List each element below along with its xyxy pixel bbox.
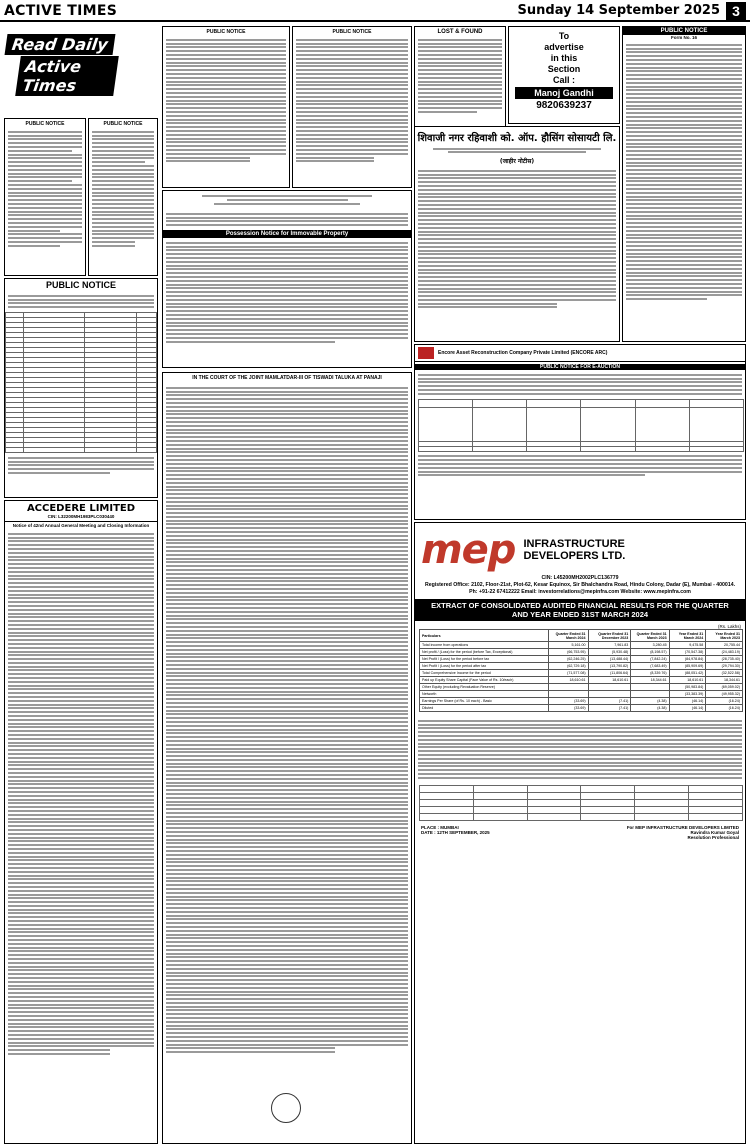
table-cell: 18,344.61 xyxy=(631,677,669,684)
encore-auction-table xyxy=(418,399,744,452)
table-cell: (29,794.30) xyxy=(706,663,743,670)
advertise-box xyxy=(508,26,620,124)
court-notice xyxy=(162,372,412,1144)
table-cell: (50,983.84) xyxy=(669,684,706,691)
mep-title: EXTRACT OF CONSOLIDATED AUDITED FINANCIAL RESULTS FOR THE QUARTER AND YEAR ENDED 31ST MARCH 2024 xyxy=(415,599,745,621)
table-cell: 18,610.61 xyxy=(669,677,706,684)
advertise-line-3: in this xyxy=(550,53,578,63)
table-cell: Other Equity (excluding Revaluation Reserve) xyxy=(420,684,549,691)
read-daily-logo xyxy=(4,26,116,116)
table-cell: (66,753.95) xyxy=(549,649,588,656)
issue-date: Sunday 14 September 2025 xyxy=(517,3,720,18)
possession-notice-title: Possession Notice for Immovable Property xyxy=(163,230,411,238)
mep-place: PLACE : MUMBAI xyxy=(421,824,459,830)
mep-footer-role: Resolution Professional xyxy=(687,834,739,840)
table-cell: 18,344.61 xyxy=(706,677,743,684)
table-cell: (16.24) xyxy=(706,698,743,705)
mep-cin: CIN: L45200MH2002PLC136779 xyxy=(541,575,619,581)
table-cell xyxy=(588,684,631,691)
logo-line-1: Read Daily xyxy=(5,34,116,55)
table-cell xyxy=(631,691,669,698)
table-cell: Net Profit / (Loss) for the period before tax xyxy=(420,656,549,663)
public-notice-4: PUBLIC NOTICE xyxy=(292,26,412,188)
table-cell: 18,610.61 xyxy=(549,677,588,684)
society-name: शिवाजी नगर रहिवाशी को. ऑप. हौसिंग सोसायटी लि. xyxy=(417,133,617,144)
mep-footer-name: Ravindra Kumar Goyal xyxy=(690,829,739,835)
mep-unit: (Rs. Lakhs) xyxy=(717,624,741,629)
table-cell: (7.41) xyxy=(588,698,631,705)
society-notice-title: (जाहीर नोटीस) xyxy=(499,158,535,165)
mep-results-table xyxy=(419,629,743,712)
mep-secondary-table xyxy=(419,785,743,821)
table-cell: (7,683.49) xyxy=(631,663,669,670)
mep-col-header: Particulars xyxy=(420,630,549,642)
lost-found-notice xyxy=(414,26,506,136)
encore-notice-title: PUBLIC NOTICE FOR E-AUCTION xyxy=(415,364,745,370)
table-cell: Earnings Per Share (of Rs. 10 each) - Basic xyxy=(420,698,549,705)
table-cell: (4.38) xyxy=(631,705,669,712)
table-cell: Paid up Equity Share Capital (Face Value of Rs. 10/each) xyxy=(420,677,549,684)
flat-table xyxy=(5,312,157,453)
mep-financial-results xyxy=(414,522,746,1144)
advertise-contact-name: Manoj Gandhi xyxy=(515,87,613,99)
table-cell: (28,735.40) xyxy=(706,656,743,663)
table-cell xyxy=(549,684,588,691)
table-cell: (13,790.82) xyxy=(588,663,631,670)
table-cell: (4.38) xyxy=(631,698,669,705)
form-16-notice: PUBLIC NOTICE Form No. 16 xyxy=(622,26,746,342)
table-cell: (62,729.18) xyxy=(549,663,588,670)
advertise-line-1: To xyxy=(558,31,570,41)
special-recovery-notice xyxy=(162,190,412,368)
accedere-cin: CIN: L32200MH1983PLC030440 xyxy=(47,514,115,519)
masthead xyxy=(0,0,750,22)
table-cell: (85,909.69) xyxy=(669,663,706,670)
mep-office: Registered Office: 2102, Floor-21st, Plot-62, Kesar Equinox, Sir Bhalchandra Road, Hindu Colony, Dadar (E), Mumbai - 400014. xyxy=(424,582,736,588)
table-cell: (88,051.42) xyxy=(669,670,706,677)
accedere-notice xyxy=(4,500,158,1144)
advertise-phone[interactable]: 9820639237 xyxy=(536,100,592,111)
table-cell xyxy=(631,684,669,691)
public-notice-2: PUBLIC NOTICE xyxy=(88,118,158,276)
table-cell: Net profit / (Loss) for the period (before Tax, Exceptional) xyxy=(420,649,549,656)
advertise-line-5: Call : xyxy=(552,75,575,85)
mep-tag-1: INFRASTRUCTURE xyxy=(523,538,625,550)
table-row xyxy=(420,677,743,684)
advertise-line-4: Section xyxy=(547,64,581,74)
mep-col-header: Year Ended 31 March 2024 xyxy=(669,630,706,642)
mep-col-header: Quarter Ended 31 December 2023 xyxy=(588,630,631,642)
encore-logo-icon xyxy=(418,347,434,359)
table-cell: (33.69) xyxy=(549,698,588,705)
table-cell: (33.69) xyxy=(549,705,588,712)
table-cell: (71,577.08) xyxy=(549,670,588,677)
table-cell: (46.14) xyxy=(669,698,706,705)
table-row xyxy=(420,649,743,656)
advertise-line-2: advertise xyxy=(544,42,584,52)
table-cell: Total income from operations xyxy=(420,642,549,649)
table-cell: (33,383.39) xyxy=(669,691,706,698)
newspaper-name: ACTIVE TIMES xyxy=(4,3,118,19)
mep-col-header: Year Ended 31 March 2023 xyxy=(706,630,743,642)
mep-logo: mep xyxy=(421,527,516,573)
mep-date: DATE : 12TH SEPTEMBER, 2025 xyxy=(421,829,490,835)
table-row xyxy=(420,663,743,670)
public-notice-table: PUBLIC NOTICE xyxy=(4,278,158,498)
encore-arc-notice xyxy=(414,344,746,520)
table-cell: (49,955.32) xyxy=(706,691,743,698)
table-cell: 3,280.45 xyxy=(631,642,669,649)
encore-name: Encore Asset Reconstruction Company Private Limited (ENCORE ARC) xyxy=(438,350,608,356)
table-cell: (84,978.84) xyxy=(669,656,706,663)
table-cell: (7.41) xyxy=(588,705,631,712)
mep-footer-for: For MEP INFRASTRUCTURE DEVELOPERS LIMITED xyxy=(626,824,739,830)
table-cell xyxy=(549,691,588,698)
court-notice-title: IN THE COURT OF THE JOINT MAMLATDAR-III OF TISWADI TALUKA AT PANAJI xyxy=(192,375,382,381)
table-cell: Total Comprehensive Income for the period xyxy=(420,670,549,677)
table-cell: (46.14) xyxy=(669,705,706,712)
table-cell xyxy=(588,691,631,698)
mep-col-header: Quarter Ended 31 March 2024 xyxy=(549,630,588,642)
table-cell: 7,961.83 xyxy=(588,642,631,649)
table-cell: (8,339.76) xyxy=(631,670,669,677)
mep-tag-2: DEVELOPERS LTD. xyxy=(523,550,626,562)
page-number: 3 xyxy=(726,2,746,20)
table-row xyxy=(420,670,743,677)
table-cell: (70,547.38) xyxy=(669,649,706,656)
table-cell: (16.24) xyxy=(706,705,743,712)
table-cell: (32,522.58) xyxy=(706,670,743,677)
table-row xyxy=(420,684,743,691)
table-cell: (5,930.48) xyxy=(588,649,631,656)
table-cell: (62,246.25) xyxy=(549,656,588,663)
table-row xyxy=(420,642,743,649)
table-row xyxy=(420,691,743,698)
table-cell: 9,475.58 xyxy=(669,642,706,649)
lost-found-title: LOST & FOUND xyxy=(437,29,483,35)
public-notice-1: PUBLIC NOTICE xyxy=(4,118,86,276)
table-cell: (11,806.64) xyxy=(588,670,631,677)
table-cell: Networth xyxy=(420,691,549,698)
accedere-notice-title: Notice of 42nd Annual General Meeting and Closing Information xyxy=(12,523,150,528)
table-cell: (8,198.57) xyxy=(631,649,669,656)
table-cell: (69,059.02) xyxy=(706,684,743,691)
table-cell: Net Profit / (Loss) for the period after tax xyxy=(420,663,549,670)
table-row xyxy=(420,698,743,705)
table-cell: 20,755.44 xyxy=(706,642,743,649)
society-marathi-notice xyxy=(414,126,620,342)
table-cell: (24,483.19) xyxy=(706,649,743,656)
form-16-title: Form No. 16 xyxy=(670,35,697,40)
table-cell: Diluted xyxy=(420,705,549,712)
mep-contact: Ph: +91-22 67412222 Email: investorrelations@mepinfra.com Website: www.mepinfra.com xyxy=(469,589,691,595)
table-cell: (13,488.44) xyxy=(588,656,631,663)
public-notice-3: PUBLIC NOTICE xyxy=(162,26,290,188)
table-cell: (7,842.24) xyxy=(631,656,669,663)
mep-col-header: Quarter Ended 31 March 2023 xyxy=(631,630,669,642)
accedere-name: ACCEDERE LIMITED xyxy=(26,503,136,514)
table-cell: 5,161.00 xyxy=(549,642,588,649)
table-row xyxy=(420,656,743,663)
logo-line-2: Active Times xyxy=(15,56,119,96)
court-seal-icon xyxy=(271,1093,301,1123)
table-cell: 18,610.61 xyxy=(588,677,631,684)
table-row xyxy=(420,705,743,712)
